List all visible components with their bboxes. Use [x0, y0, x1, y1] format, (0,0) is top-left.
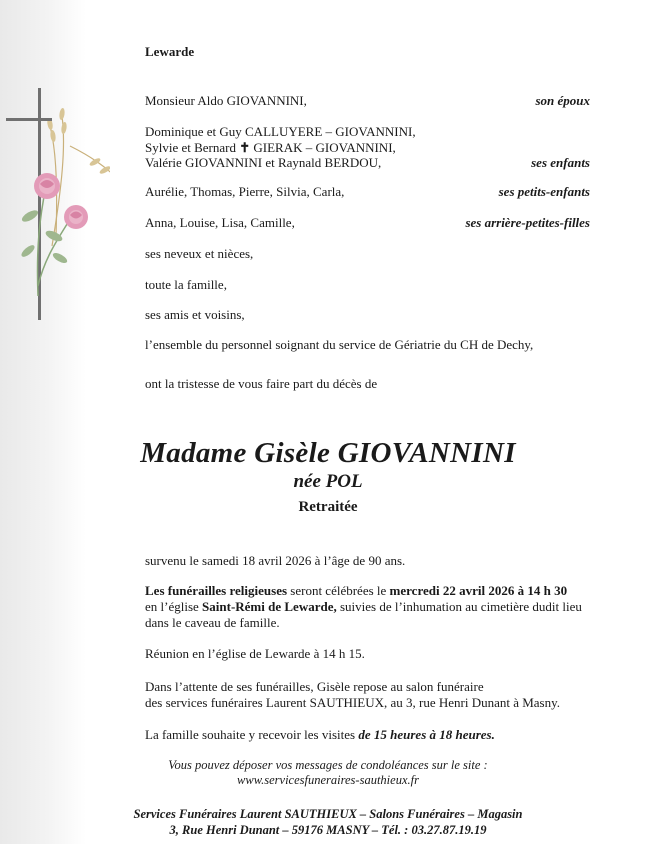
announcement-text: ont la tristesse de vous faire part du décès de [145, 376, 378, 391]
occupation: Retraitée [298, 499, 358, 515]
children-role: ses enfants [531, 155, 590, 170]
children-line-1: Dominique et Guy CALLUYERE – GIOVANNINI, [145, 124, 416, 139]
funeral-line-3: dans le caveau de famille. [145, 615, 280, 630]
friends-neighbors: ses amis et voisins, [145, 307, 245, 322]
children-line-2-start: Sylvie et Bernard [145, 140, 236, 155]
condolences-url[interactable]: www.servicesfuneraires-sauthieux.fr [237, 773, 419, 787]
rest-line-1: Dans l’attente de ses funérailles, Gisèle repose au salon funéraire [145, 679, 484, 694]
church-name: Saint-Rémi de Lewarde, [202, 599, 337, 614]
meeting-info: Réunion en l’église de Lewarde à 14 h 15. [145, 646, 365, 661]
visits-hours: de 15 heures à 18 heures. [358, 727, 495, 742]
great-grandchildren-role: ses arrière-petites-filles [465, 215, 590, 230]
condolences-line: Vous pouvez déposer vos messages de condoléances sur le site : [168, 758, 488, 772]
funeral-date: mercredi 22 avril 2026 à 14 h 30 [389, 583, 568, 598]
footer-address: 3, Rue Henri Dunant – 59176 MASNY – Tél. : 03.27.87.19.19 [169, 823, 487, 837]
rest-line-2: des services funéraires Laurent SAUTHIEUX, au 3, rue Henri Dunant à Masny. [145, 695, 561, 710]
children-line-3: Valérie GIOVANNINI et Raynald BERDOU, [145, 155, 382, 170]
funeral-label: Les funérailles religieuses [145, 583, 288, 598]
footer-company: Services Funéraires Laurent SAUTHIEUX – Salons Funéraires – Magasin [133, 807, 523, 821]
funeral-line-1 [145, 583, 567, 599]
funeral-line-2 [145, 599, 582, 615]
nephews-nieces: ses neveux et nièces, [145, 246, 254, 261]
maiden-name: née POL [293, 471, 363, 492]
visits-info [145, 727, 495, 743]
whole-family: toute la famille, [145, 277, 227, 292]
deceased-cross-icon: ✝ [239, 140, 251, 155]
funeral-text-2: en l’église [145, 599, 203, 614]
town-name: Lewarde [145, 44, 195, 59]
death-date: survenu le samedi 18 avril 2026 à l’âge de 90 ans. [145, 553, 406, 568]
children-line-2-end: GIERAK – GIOVANNINI, [253, 140, 396, 155]
funeral-text-3: suivies de l’inhumation au cimetière dudit lieu [336, 599, 582, 614]
husband-name: Monsieur Aldo GIOVANNINI, [145, 93, 307, 108]
children-line-2 [145, 140, 396, 156]
funeral-text-1: seront célébrées le [287, 583, 390, 598]
grandchildren-role: ses petits-enfants [498, 184, 590, 199]
cross-roses-wheat-icon [0, 86, 110, 326]
care-staff: l’ensemble du personnel soignant du service de Gériatrie du CH de Dechy, [145, 337, 534, 352]
great-grandchildren-names: Anna, Louise, Lisa, Camille, [145, 215, 295, 230]
husband-role: son époux [535, 93, 590, 108]
visits-text: La famille souhaite y recevoir les visites [145, 727, 359, 742]
grandchildren-names: Aurélie, Thomas, Pierre, Silvia, Carla, [145, 184, 345, 199]
deceased-name: Madame Gisèle GIOVANNINI [140, 437, 516, 469]
